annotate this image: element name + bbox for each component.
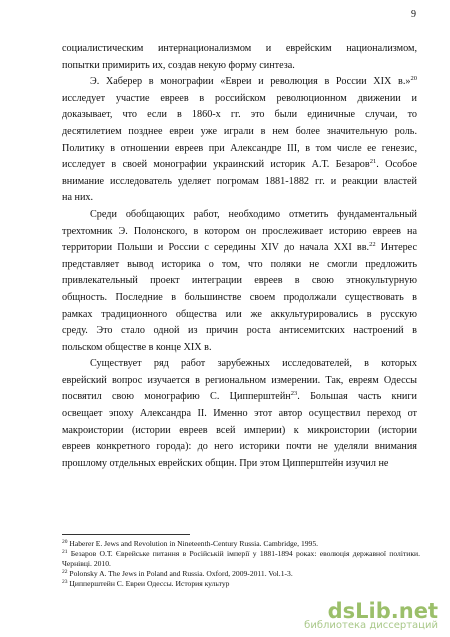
text-segment: доказывает, что если в 1860-х гг. это были единичные случаи, то [62, 109, 417, 121]
body-text [62, 41, 417, 472]
text-segment: еврейский вопрос изучается в региональном измерении. Так, евреям Одессы [62, 374, 417, 386]
text-line [62, 257, 417, 274]
text-line [62, 423, 417, 440]
footnote-ref[interactable]: 20 [410, 75, 417, 83]
text-segment: исследует в своей монографии украинский историк А.Т. Безаров [62, 159, 370, 171]
text-segment: . Большая часть книги [297, 391, 417, 403]
text-segment: рамках традиционного общества или же аккультурировались в русскую [62, 308, 417, 320]
text-segment: внимание исследователь уделяет погромам 1881-1882 гг. и реакции властей [62, 175, 417, 187]
footnote [62, 569, 420, 579]
footnote-divider [62, 534, 190, 535]
text-segment: десятилетием позднее евреи уже играли в нем более значительную роль. [62, 125, 417, 137]
paragraph [62, 207, 417, 356]
text-line [62, 107, 417, 124]
text-line [62, 207, 417, 224]
footnote-text: Haberer E. Jews and Revolution in Nineteenth-Century Russia. Cambridge, 1995. [67, 539, 319, 548]
text-line [62, 439, 417, 456]
text-segment: исследует участие евреев в российском революционном движении и [62, 92, 417, 104]
text-line [62, 141, 417, 158]
footnote-number: 20 [62, 539, 68, 545]
watermark-logo [304, 599, 438, 631]
text-line [62, 340, 417, 357]
text-line [62, 373, 417, 390]
footnote [62, 579, 420, 589]
text-line [62, 224, 417, 241]
text-segment: Э. Хаберер в монографии «Евреи и революция в России XIX в.» [90, 76, 411, 88]
footnote-number: 22 [62, 569, 68, 575]
text-segment: макроистории (истории евреев всей империи) к микроистории (истории [62, 424, 417, 436]
text-segment: Существует ряд работ зарубежных исследователей, в которых [90, 358, 417, 370]
text-line [62, 74, 417, 91]
text-line [62, 307, 417, 324]
text-segment: польском обществе в конце XIX в. [62, 341, 212, 353]
text-segment: привлекательный проект интеграции евреев в свою этнокультурную [62, 275, 417, 287]
text-segment: попытки примирить их, создав некую форму синтеза. [62, 59, 295, 71]
text-segment: освещает эпоху Александра II. Именно этот автор осуществил переход от [62, 408, 417, 420]
paragraph [62, 356, 417, 472]
text-line [62, 389, 417, 406]
text-segment: представляет вывод историка о том, что поляки не смогли предложить [62, 258, 417, 270]
text-segment: Политику в отношении евреев при Александре III, в том числе ее генезис, [62, 142, 417, 154]
footnote-text: Polonsky A. The Jews in Poland and Russia. Oxford, 2009-2011. Vol.1-3. [67, 569, 293, 578]
text-line [62, 190, 417, 207]
footnote-ref[interactable]: 22 [369, 241, 376, 249]
text-segment: посвятил свою монографию С. Ципперштейн [62, 391, 291, 403]
footnote [62, 549, 420, 569]
text-line [62, 58, 417, 75]
page-number: 9 [411, 9, 416, 20]
paragraph [62, 74, 417, 207]
text-segment: социалистическим интернационализмом и еврейским национализмом, [62, 43, 417, 54]
text-segment: территории Польши и России с середины XIV до начала XXI вв. [62, 242, 370, 254]
watermark-logo-text: dsLib.net [327, 599, 438, 623]
text-segment: прошлому отдельных еврейских общин. При этом Ципперштейн изучил не [62, 457, 389, 469]
footnote-text: Ципперштейн С. Евреи Одессы. История культур [67, 579, 230, 588]
text-line [62, 406, 417, 423]
text-segment: . Особое [376, 159, 417, 171]
text-segment: трехтомник Э. Полонского, в котором он прослеживает историю евреев на [62, 225, 417, 237]
text-line [62, 157, 417, 174]
footnote-ref[interactable]: 21 [369, 158, 377, 166]
text-segment: Среди обобщающих работ, необходимо отметить фундаментальный [90, 208, 417, 220]
footnote [62, 539, 420, 549]
text-line [62, 356, 417, 373]
text-segment: общность. Последние в большинстве своем продолжали существовать в [62, 291, 417, 303]
watermark-subtitle: библиотека диссертаций [304, 620, 438, 631]
text-line [62, 456, 417, 473]
paragraph [62, 41, 417, 74]
text-line [62, 273, 417, 290]
footnote-ref[interactable]: 23 [290, 390, 298, 398]
text-segment: среду. Это стало одной из причин роста антисемитских настроений в [62, 325, 417, 337]
footnotes [62, 539, 420, 589]
text-line [62, 174, 417, 191]
text-line [62, 240, 417, 257]
footnote-number: 21 [62, 549, 68, 555]
text-line [62, 124, 417, 141]
text-line [62, 323, 417, 340]
text-segment: евреев конкретного города): до него историки почти не уделяли внимания [62, 441, 417, 453]
text-segment: Интерес [375, 242, 417, 254]
text-line [62, 91, 417, 108]
text-line [62, 290, 417, 307]
footnote-number: 23 [62, 579, 68, 585]
text-line [62, 41, 417, 58]
footnote-text: Безаров О.Т. Єврейське питання в Російській імперії у 1881-1894 роках: еволюція державної політики. Чернівці. 2010. [62, 549, 420, 568]
text-segment: на них. [62, 192, 94, 204]
